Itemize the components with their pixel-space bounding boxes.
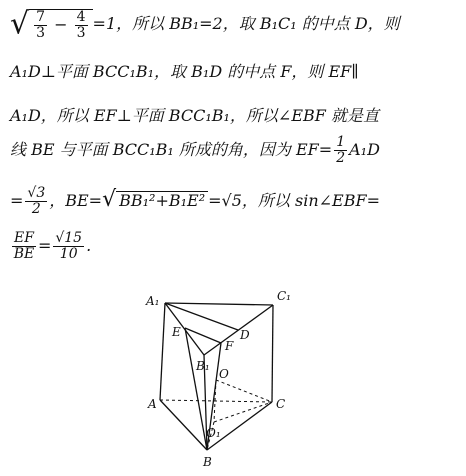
label-o: O: [219, 367, 229, 381]
hidden-segment-o1-c: [214, 402, 272, 422]
edge-a1-c1: [165, 303, 273, 305]
edge-a1-a: [160, 303, 165, 400]
solution-line-2: A₁D⊥平面 BCC₁B₁，取 B₁D 的中点 F，则 EF∥: [10, 62, 359, 81]
radical-sign: √: [10, 6, 30, 42]
fraction-one-half: $\frac{1}{2}$: [336, 134, 346, 166]
label-d: D: [240, 328, 250, 342]
hidden-edge-a-c: [160, 400, 272, 402]
label-e: E: [172, 325, 181, 339]
label-c: C: [276, 397, 286, 411]
label-o1: O₁: [206, 426, 221, 440]
label-a1: A₁: [146, 294, 160, 308]
solution-line-3: A₁D，所以 EF⊥平面 BCC₁B₁，所以∠EBF 就是直: [10, 106, 379, 125]
edge-b1-c1: [204, 305, 273, 355]
fraction-7-3: $\frac{7}{3}$: [36, 8, 46, 41]
label-a: A: [148, 397, 157, 411]
solution-line-4: 线 BE 与平面 BCC₁B₁ 所成的角，因为 EF= $\frac{1}{2}$ A₁D: [10, 134, 380, 166]
sqrt-be: √ BB₁²+B₁E²: [102, 178, 208, 223]
solution-line-6: $\frac{EF}{BE}$ = $\frac{√15}{10}$ .: [13, 230, 92, 262]
label-c1: C₁: [277, 289, 291, 303]
segment-e-b: [185, 328, 207, 450]
fraction-root3-over-2: $\frac{√3}{2}$: [27, 185, 46, 217]
hidden-segment-o-c: [216, 380, 272, 402]
label-b1: B₁: [196, 359, 210, 373]
sqrt-expression: √ $\frac{7}{3}$ − $\frac{4}{3}$: [10, 2, 93, 46]
label-b: B: [203, 455, 212, 469]
solution-line-5: = $\frac{√3}{2}$ ，BE=√ BB₁²+B₁E² =√5，所以 sin∠EBF=: [10, 178, 460, 222]
segment-e-f: [185, 328, 221, 343]
fraction-root15-over-10: $\frac{√15}{10}$: [55, 230, 83, 262]
edge-c1-c: [272, 305, 273, 402]
line-1-text: =1，所以 BB₁=2，取 B₁C₁ 的中点 D，则: [92, 14, 400, 33]
label-f: F: [225, 339, 234, 353]
fraction-ef-be: $\frac{EF}{BE}$: [13, 230, 35, 262]
fraction-4-3: $\frac{4}{3}$: [76, 8, 86, 41]
